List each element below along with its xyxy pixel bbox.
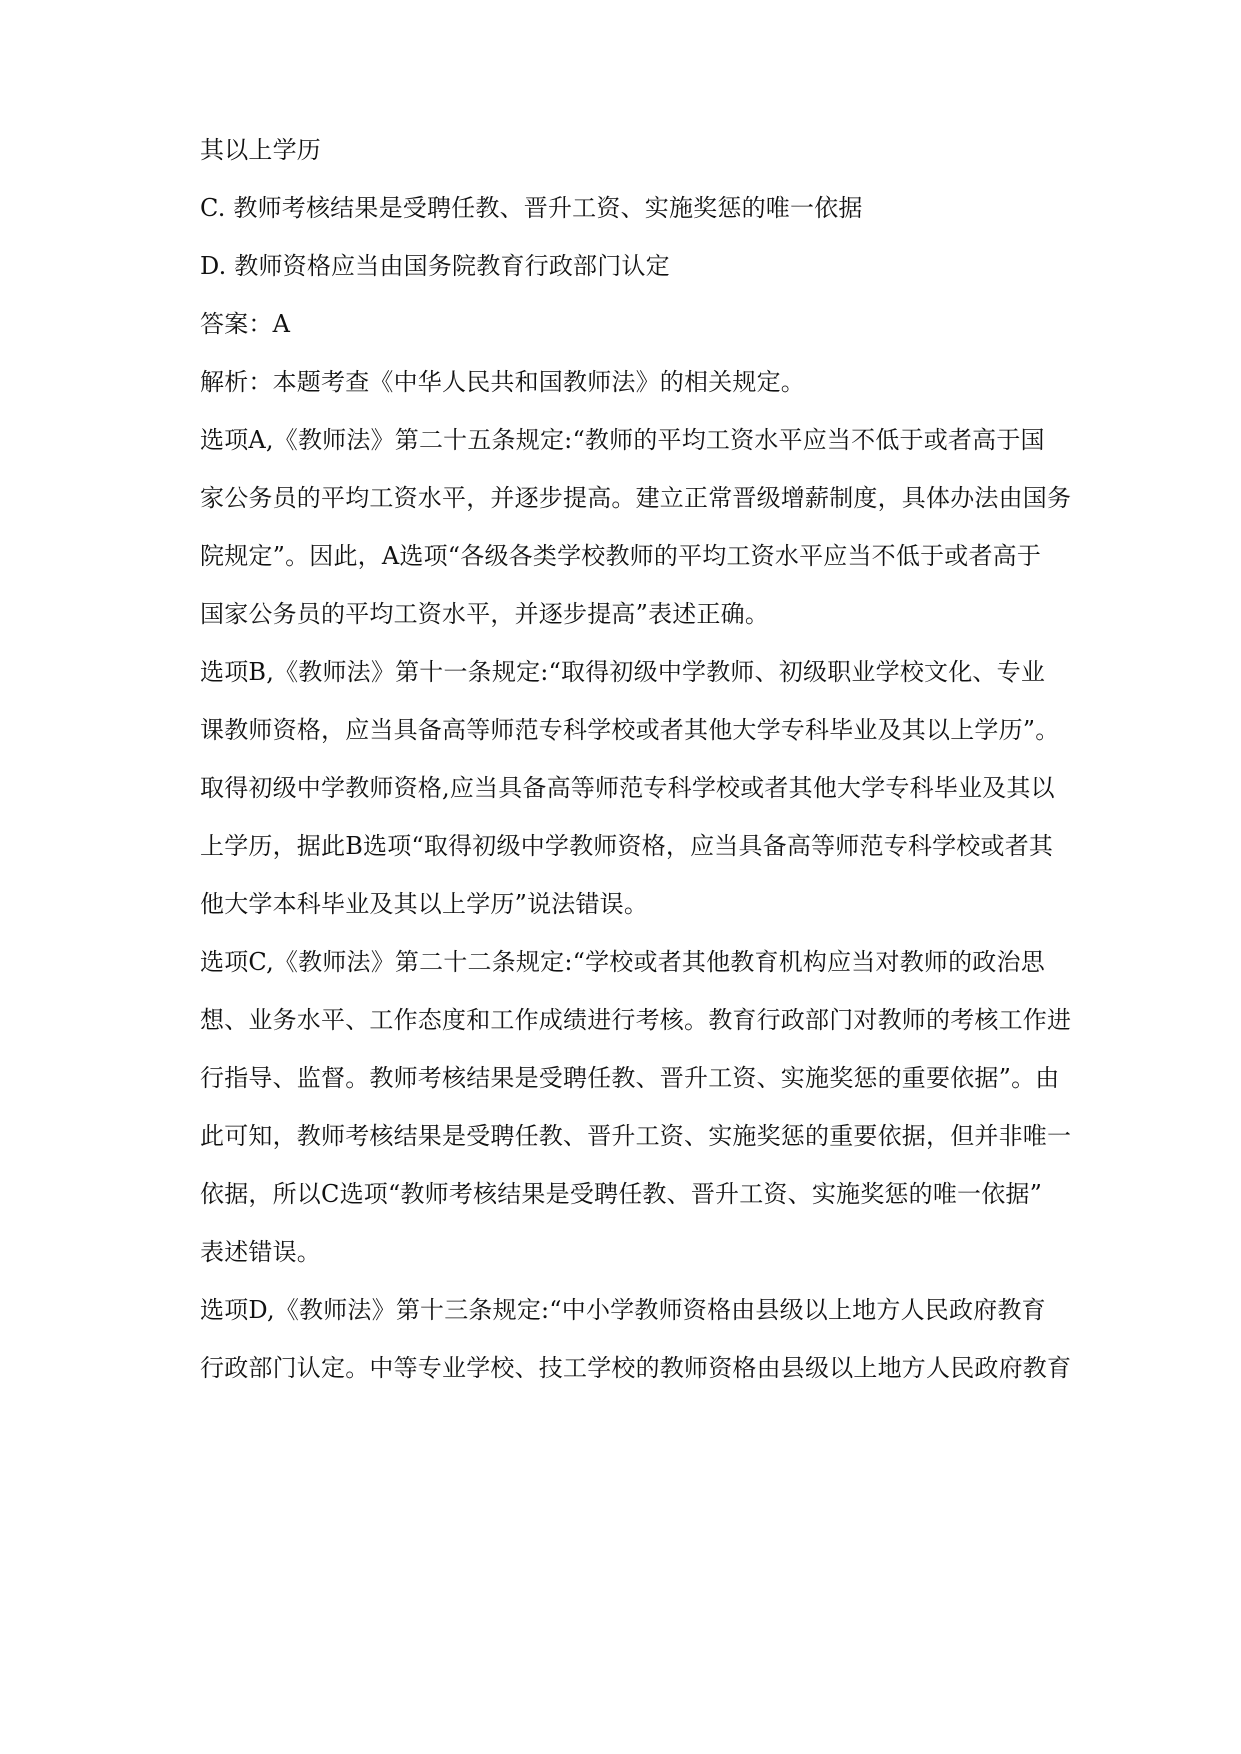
text-line: 他大学本科毕业及其以上学历”说法错误。 bbox=[200, 890, 649, 918]
answer-line: 答案：A bbox=[200, 310, 291, 338]
text-line: 选项A,《教师法》第二十五条规定:“教师的平均工资水平应当不低于或者高于国 bbox=[200, 426, 1045, 454]
text-line: 院规定”。因此，A选项“各级各类学校教师的平均工资水平应当不低于或者高于 bbox=[200, 542, 1042, 570]
text-line: 选项C,《教师法》第二十二条规定:“学校或者其他教育机构应当对教师的政治思 bbox=[200, 948, 1045, 976]
text-line: 选项B,《教师法》第十一条规定:“取得初级中学教师、初级职业学校文化、专业 bbox=[200, 658, 1046, 686]
text-line: 其以上学历 bbox=[200, 136, 321, 164]
text-line: 取得初级中学教师资格,应当具备高等师范专科学校或者其他大学专科毕业及其以 bbox=[200, 774, 1055, 802]
option-c-line: C. 教师考核结果是受聘任教、晋升工资、实施奖惩的唯一依据 bbox=[200, 194, 863, 222]
text-line: 家公务员的平均工资水平，并逐步提高。建立正常晋级增薪制度，具体办法由国务 bbox=[200, 484, 1072, 512]
text-line: 国家公务员的平均工资水平，并逐步提高”表述正确。 bbox=[200, 600, 770, 628]
text-line: 课教师资格，应当具备高等师范专科学校或者其他大学专科毕业及其以上学历”。 bbox=[200, 716, 1060, 744]
text-line: 想、业务水平、工作态度和工作成绩进行考核。教育行政部门对教师的考核工作进 bbox=[200, 1006, 1072, 1034]
text-line: 依据，所以C选项“教师考核结果是受聘任教、晋升工资、实施奖惩的唯一依据” bbox=[200, 1180, 1043, 1208]
text-line: 此可知，教师考核结果是受聘任教、晋升工资、实施奖惩的重要依据，但并非唯一 bbox=[200, 1122, 1072, 1150]
text-line: 表述错误。 bbox=[200, 1238, 321, 1266]
option-d-line: D. 教师资格应当由国务院教育行政部门认定 bbox=[200, 252, 670, 280]
text-line: 行政部门认定。中等专业学校、技工学校的教师资格由县级以上地方人民政府教育 bbox=[200, 1354, 1072, 1382]
text-line: 行指导、监督。教师考核结果是受聘任教、晋升工资、实施奖惩的重要依据”。由 bbox=[200, 1064, 1060, 1092]
analysis-line: 解析：本题考查《中华人民共和国教师法》的相关规定。 bbox=[200, 368, 805, 396]
text-line: 上学历，据此B选项“取得初级中学教师资格，应当具备高等师范专科学校或者其 bbox=[200, 832, 1054, 860]
text-line: 选项D,《教师法》第十三条规定:“中小学教师资格由县级以上地方人民政府教育 bbox=[200, 1296, 1046, 1324]
